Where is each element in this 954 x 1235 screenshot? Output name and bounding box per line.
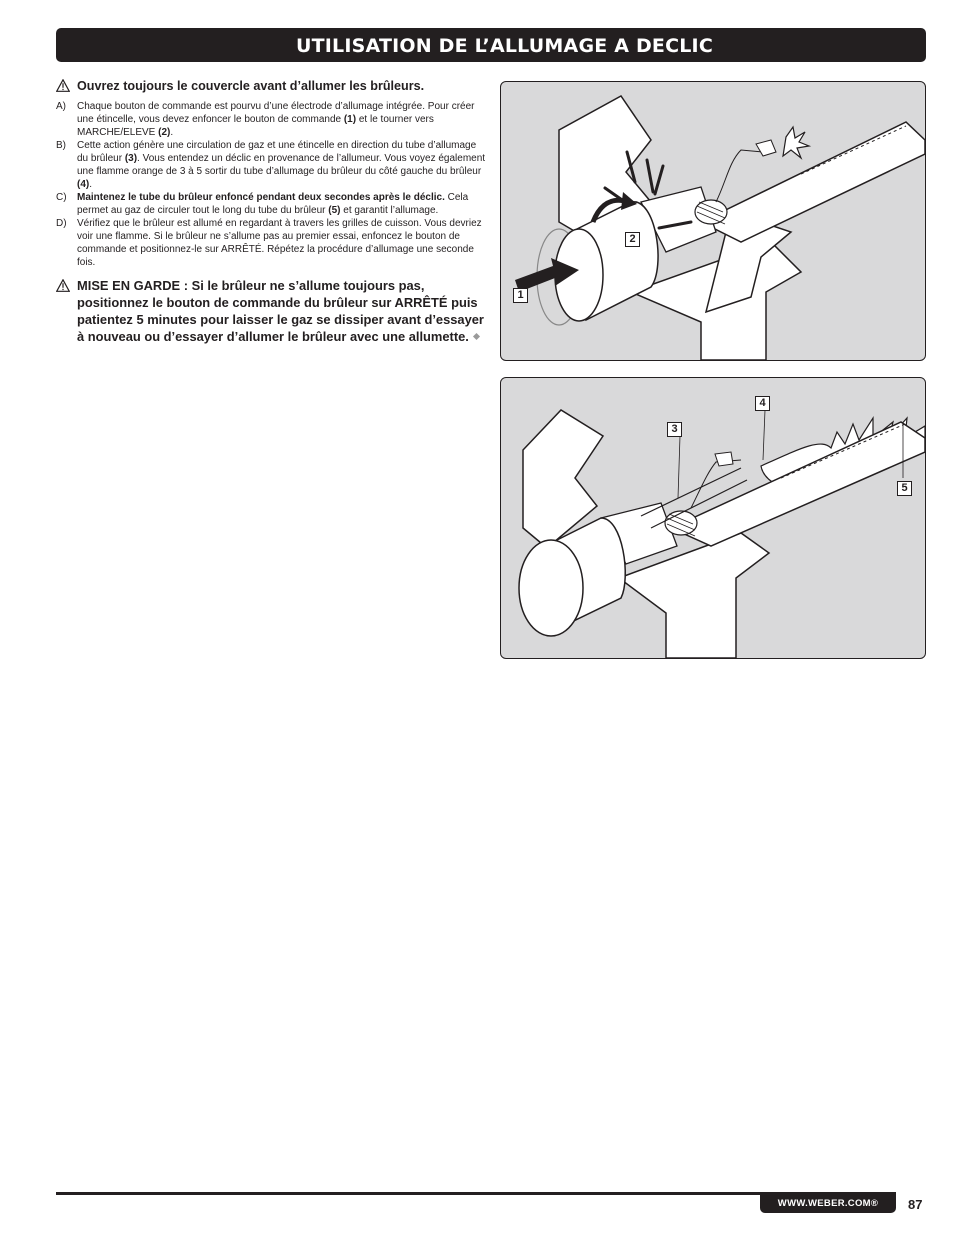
step-item	[56, 100, 486, 139]
callout-2: 2	[625, 232, 640, 247]
step-text-bold: (5)	[328, 205, 341, 216]
step-text-run: et garantit l’allumage.	[340, 205, 439, 216]
step-letter: C)	[56, 192, 67, 203]
step-item	[56, 191, 486, 217]
intro-text: Ouvrez toujours le couvercle avant d’allumer les brûleurs.	[77, 79, 425, 93]
step-text-run: Vérifiez que le brûleur est allumé en regardant à travers les grilles de cuisson. Vous devriez voir une flamme. Si le brûleur ne s’allume pas au premier essai, enfoncez le bouton de commande et positionnez-le sur ARRÊTÉ. Répétez la procédure d’allumage une seconde fois.	[77, 218, 482, 268]
step-text-run: et le tourner vers MARCHE/ELEVE	[77, 114, 434, 138]
step-letter: D)	[56, 218, 67, 229]
step-item	[56, 139, 486, 191]
steps-list	[56, 100, 486, 269]
callout-5: 5	[897, 481, 912, 496]
footer-website: WWW.WEBER.COM®	[760, 1195, 896, 1213]
step-text-bold: (1)	[343, 114, 357, 125]
callout-3: 3	[667, 422, 682, 437]
page-number: 87	[908, 1197, 923, 1212]
step-text	[77, 217, 486, 269]
figure-burner-lit	[500, 377, 926, 659]
step-text-run: Cette action génère une circulation de gaz et une étincelle en direction du tube d’allumage du brûleur	[77, 140, 477, 164]
title-bar	[56, 28, 926, 62]
diamond-icon	[473, 333, 480, 340]
step-text-run: . Vous entendez un déclic en provenance de l’allumeur. Vous voyez également une flamme orange de 3 à 5 sortir du tube d’allumage du brûleur du côté gauche du brûleur	[77, 153, 486, 177]
warning-triangle-icon	[56, 279, 70, 292]
warning-triangle-icon	[56, 79, 70, 92]
step-text-bold: (3)	[124, 153, 138, 164]
step-text-bold: (2)	[158, 127, 171, 138]
step-letter: A)	[56, 101, 66, 112]
figure-2-illustration	[501, 378, 925, 658]
callout-1: 1	[513, 288, 528, 303]
step-text	[77, 139, 486, 191]
figure-push-turn-knob	[500, 81, 926, 361]
caution-text: MISE EN GARDE : Si le brûleur ne s’allume toujours pas, positionnez le bouton de commande du brûleur sur ARRÊTÉ puis patientez 5 minutes pour laisser le gaz se dissiper avant d’essayer à nouveau ou d’essayer d’allumer le brûleur avec une allumette.	[77, 278, 484, 344]
intro-warning	[56, 78, 486, 94]
step-text-bold: (4)	[77, 179, 90, 190]
step-text	[77, 100, 486, 139]
callout-4: 4	[755, 396, 770, 411]
step-letter: B)	[56, 140, 66, 151]
step-text-run: Chaque bouton de commande est pourvu d’une électrode d’allumage intégrée. Pour créer une étincelle, vous devez enfoncer le bouton de commande	[77, 101, 475, 125]
step-text-bold: Maintenez le tube du brûleur enfoncé pendant deux secondes après le déclic.	[77, 192, 445, 203]
step-text-run: .	[89, 179, 93, 190]
figure-1-illustration	[501, 82, 925, 360]
step-text-run: Cela permet au gaz de circuler tout le long du tube du brûleur	[77, 192, 469, 216]
step-text-run: .	[170, 127, 174, 138]
step-text	[77, 191, 486, 217]
instructions-column	[56, 78, 486, 345]
step-item	[56, 217, 486, 269]
page-title: UTILISATION DE L’ALLUMAGE A DECLIC	[296, 35, 713, 57]
caution-warning	[56, 277, 486, 345]
